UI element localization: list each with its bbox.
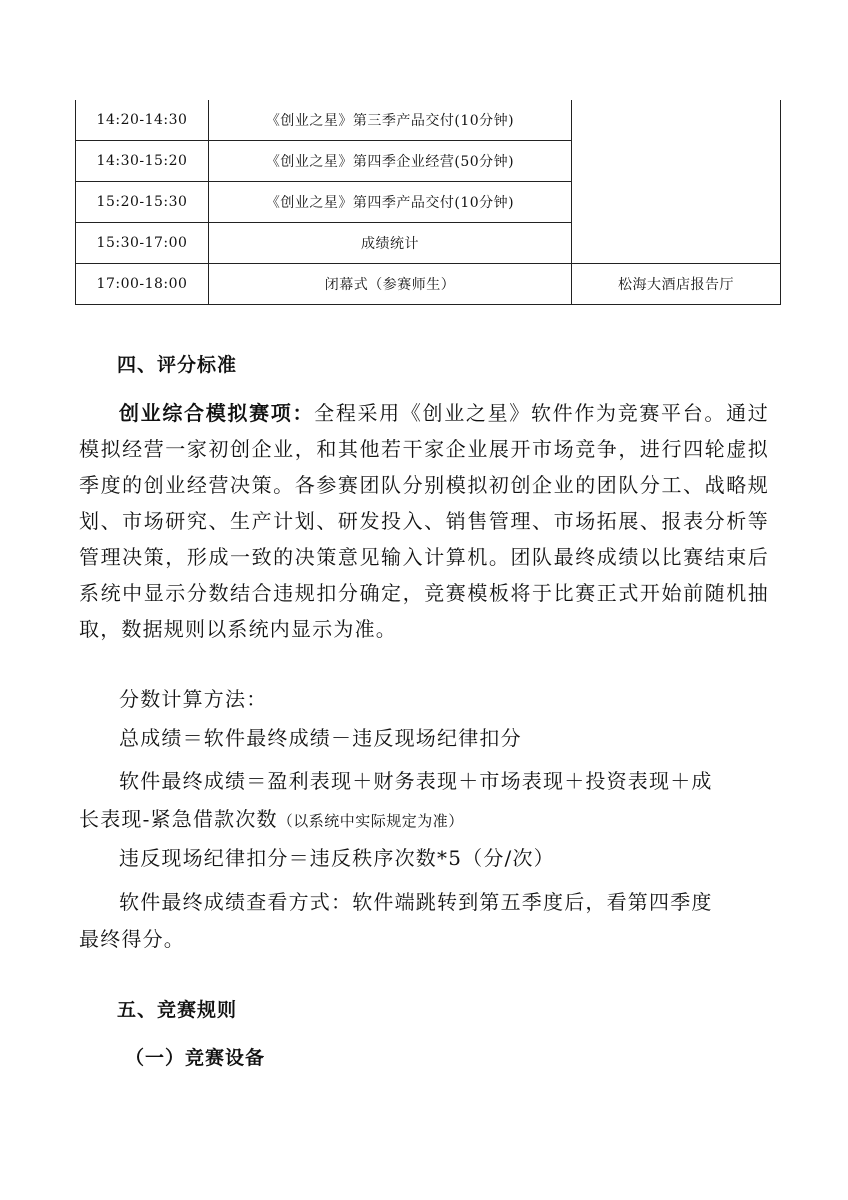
paragraph-lead: 创业综合模拟赛项：	[119, 401, 315, 425]
activity-cell: 闭幕式（参赛师生）	[209, 264, 572, 305]
view-method-line-1: 软件最终成绩查看方式：软件端跳转到第五季度后，看第四季度	[119, 890, 713, 914]
section-5-heading: 五、竞赛规则	[117, 999, 238, 1021]
formula-software-line-2	[79, 803, 464, 832]
time-cell: 15:30-17:00	[76, 223, 209, 264]
activity-cell: 《创业之星》第四季产品交付(10分钟)	[209, 182, 572, 223]
formula-software-note: （以系统中实际规定为准）	[277, 812, 464, 830]
activity-cell: 《创业之星》第四季企业经营(50分钟)	[209, 141, 572, 182]
formula-total: 总成绩＝软件最终成绩－违反现场纪律扣分	[119, 726, 522, 750]
formula-software-line-1: 软件最终成绩＝盈利表现＋财务表现＋市场表现＋投资表现＋成	[119, 769, 713, 793]
view-method-line-2: 最终得分。	[79, 927, 185, 951]
schedule-table	[75, 100, 781, 305]
section-4-heading: 四、评分标准	[117, 354, 238, 376]
table-row	[76, 264, 781, 305]
section-5-subheading: （一）竞赛设备	[125, 1047, 266, 1069]
paragraph-body: 全程采用《创业之星》软件作为竞赛平台。通过模拟经营一家初创企业，和其他若干家企业展开市场竞争，进行四轮虚拟季度的创业经营决策。各参赛团队分别模拟初创企业的团队分工、战略规划、市场研究、生产计划、研发投入、销售管理、市场拓展、报表分析等管理决策，形成一致的决策意见输入计算机。团队最终成绩以比赛结束后系统中显示分数结合违规扣分确定，竞赛模板将于比赛正式开始前随机抽取，数据规则以系统内显示为准。	[79, 401, 769, 641]
formula-software-text: 长表现-紧急借款次数	[79, 807, 278, 831]
score-method-label: 分数计算方法：	[119, 687, 268, 711]
time-cell: 14:20-14:30	[76, 100, 209, 141]
section-4-paragraph	[79, 395, 769, 647]
time-cell: 14:30-15:20	[76, 141, 209, 182]
table-row	[76, 100, 781, 141]
location-cell-empty	[572, 100, 781, 264]
time-cell: 15:20-15:30	[76, 182, 209, 223]
formula-penalty: 违反现场纪律扣分＝违反秩序次数*5（分/次）	[119, 846, 555, 870]
time-cell: 17:00-18:00	[76, 264, 209, 305]
location-cell: 松海大酒店报告厅	[572, 264, 781, 305]
activity-cell: 成绩统计	[209, 223, 572, 264]
activity-cell: 《创业之星》第三季产品交付(10分钟)	[209, 100, 572, 141]
